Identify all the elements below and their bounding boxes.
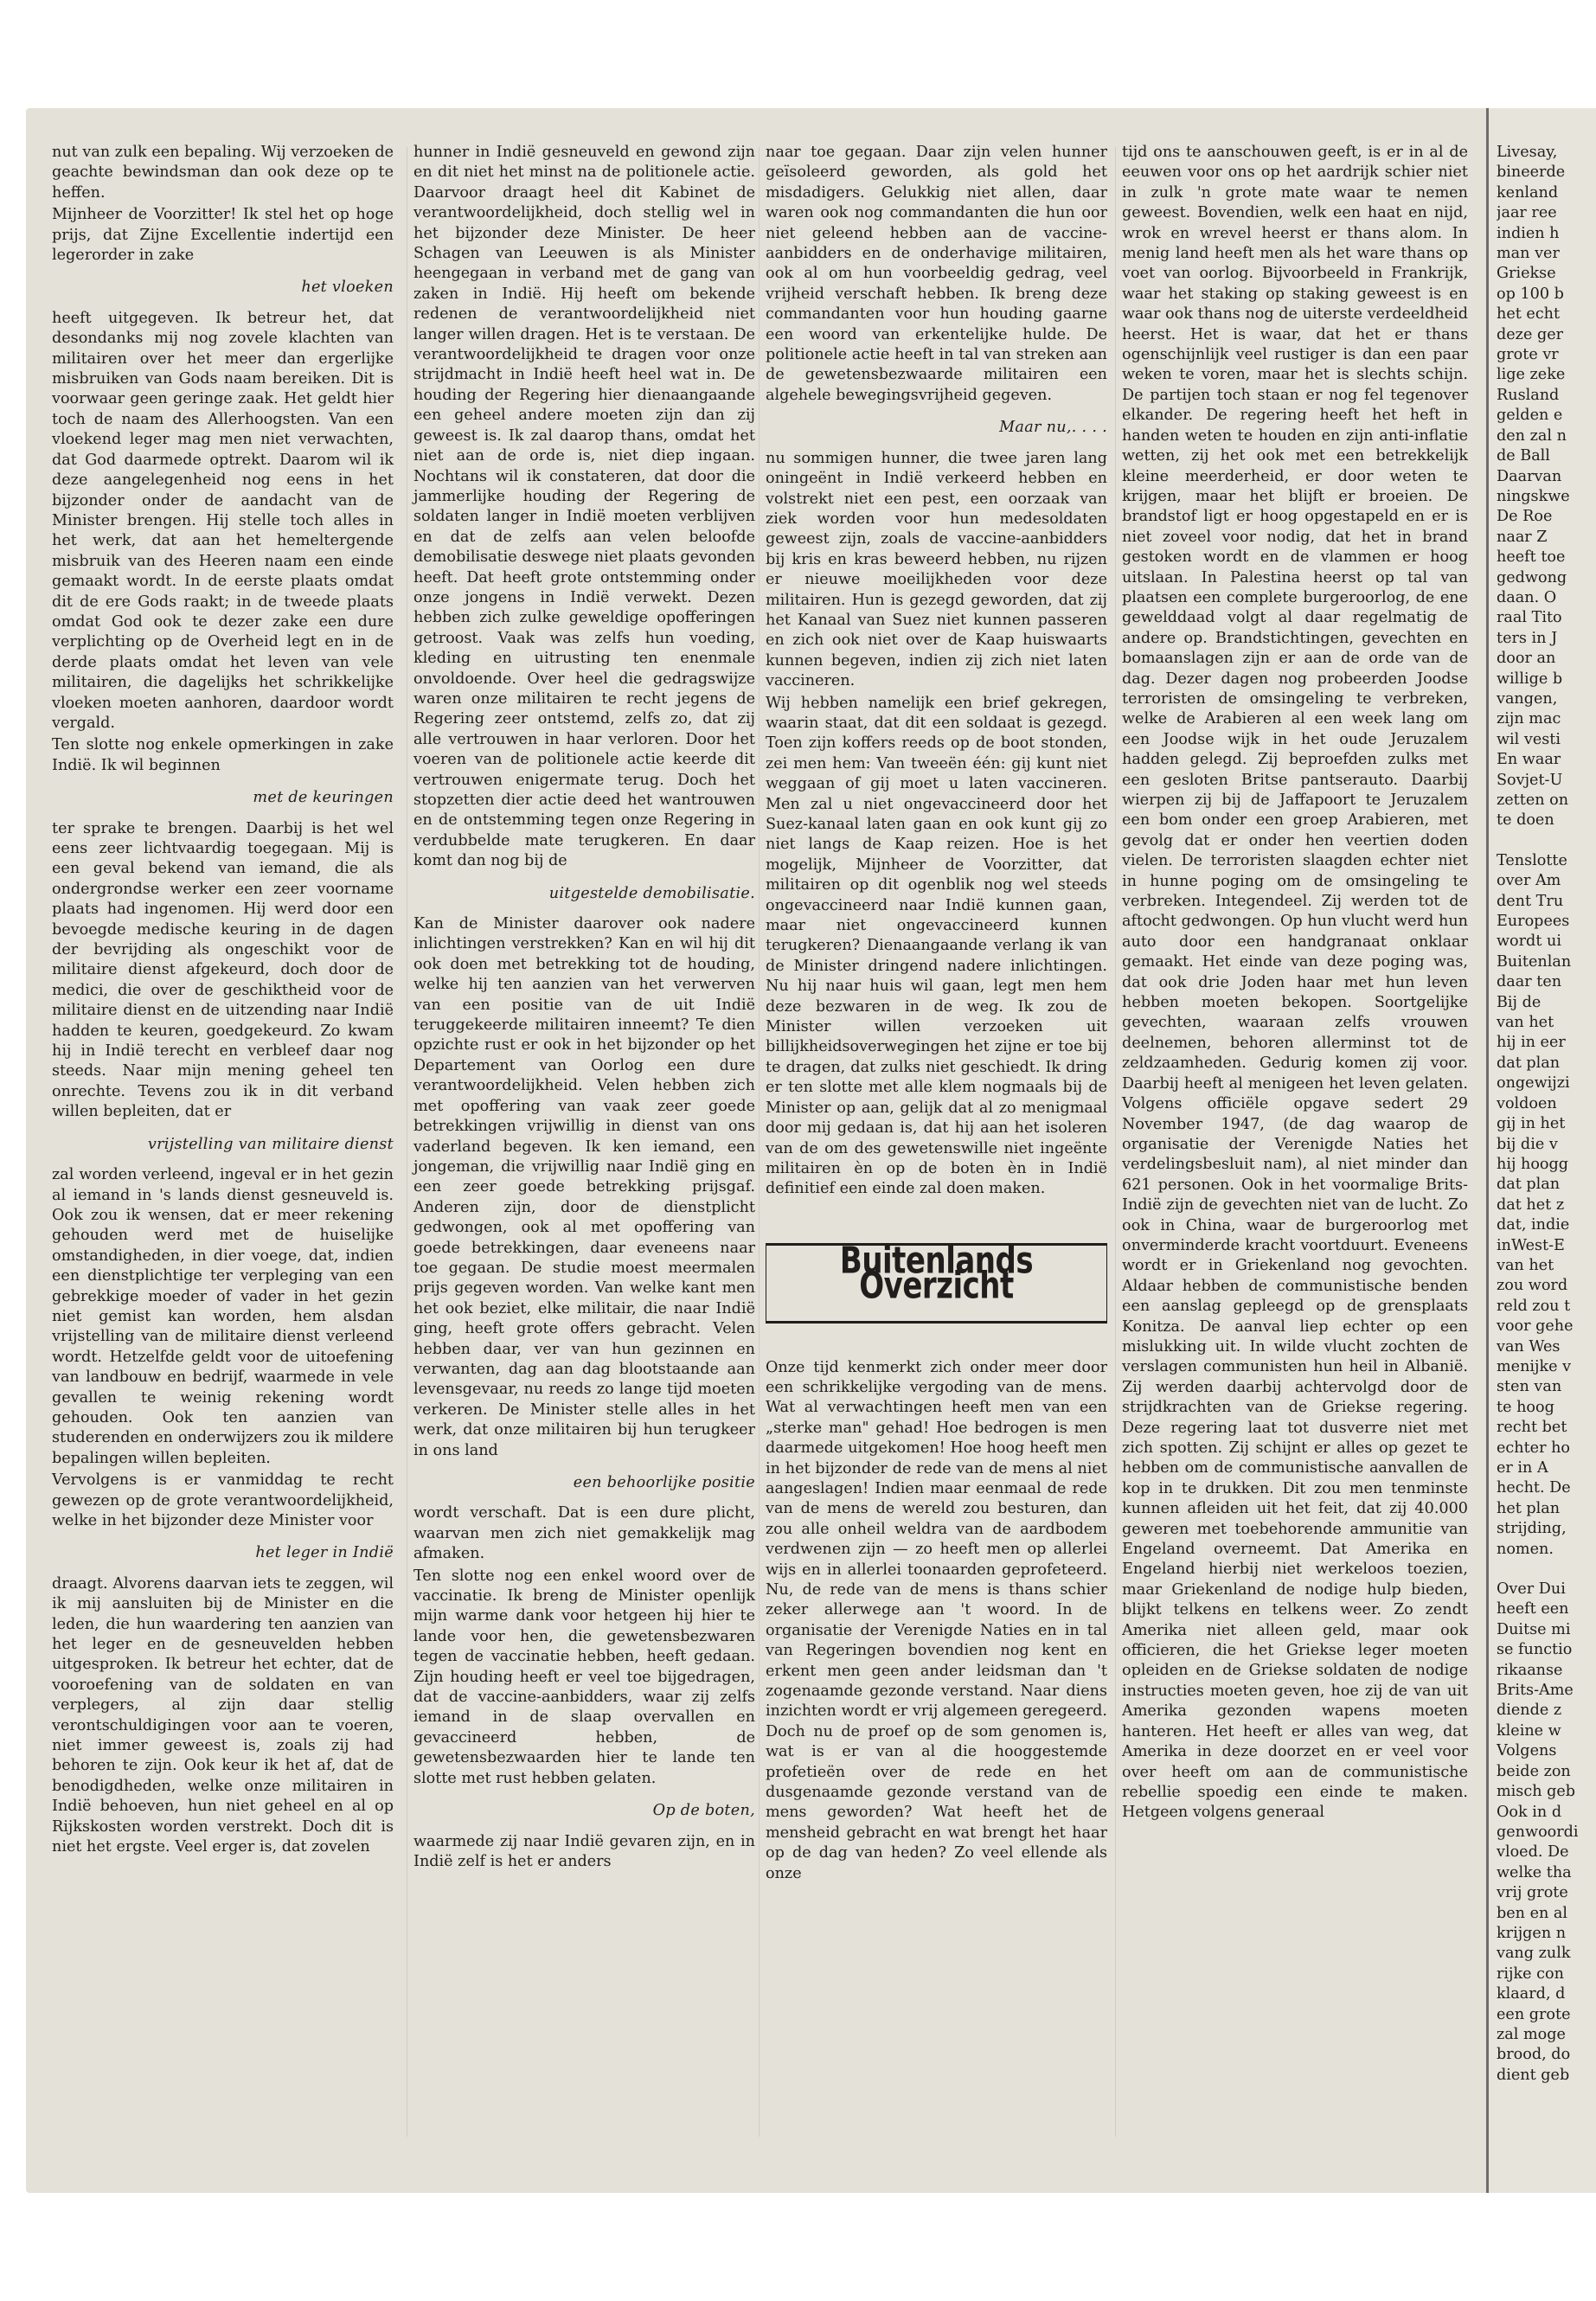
- fragment-line: dient geb: [1497, 2066, 1570, 2084]
- fragment-line: misch geb: [1497, 1783, 1576, 1801]
- fragment-line: vang zulk: [1497, 1945, 1571, 1963]
- fragment-line: klaard, d: [1497, 1985, 1566, 2003]
- fragment-line: dat plan: [1497, 1176, 1561, 1194]
- fragment-line: rikaanse: [1497, 1661, 1563, 1679]
- fragment-line: over Am: [1497, 872, 1561, 890]
- fragment-line: van het: [1497, 1256, 1554, 1274]
- fragment-line: heeft toe: [1497, 548, 1566, 567]
- fragment-line: genwoordi: [1497, 1823, 1579, 1841]
- paragraph: Mijnheer de Voorzitter! Ik stel het op hoge prijs, dat Zijne Excellentie indertijd een legerorder in zake: [52, 206, 394, 265]
- fragment-line: daar ten: [1497, 973, 1562, 991]
- fragment-line: ongewijzi: [1497, 1074, 1570, 1093]
- cut-off-column: [1497, 143, 1596, 2086]
- fragment-line: wil vesti: [1497, 730, 1561, 748]
- paragraph: naar toe gegaan. Daar zijn velen hunner geïsoleerd geworden, als gold het misdadigers. Gelukkig niet allen, daar waren ook nog commandanten die hun oor niet geleend hebben aan de vaccine-aanbidders en de onderhavige militairen, ook al om hun voorbeeldig gedrag, veel vrijheid verschaft hebben. Ik breng deze commandanten voor hun houding gaarne een woord van erkentelijke hulde. De politionele actie heeft in tal van streken aan de gewetensbezwaarde militairen een algehele bewegingsvrijheid gegeven.: [766, 144, 1107, 404]
- fragment-line: Bij de: [1497, 993, 1542, 1011]
- fragment-line: gij in het: [1497, 1115, 1566, 1133]
- subheading: vrijstelling van militaire dienst: [147, 1135, 394, 1153]
- fragment-line: echter ho: [1497, 1439, 1571, 1457]
- fragment-line: Over Dui: [1497, 1580, 1566, 1599]
- fragment-line: heeft een: [1497, 1600, 1569, 1618]
- fragment-line: menijke v: [1497, 1357, 1572, 1375]
- fragment-line: Buitenlan: [1497, 952, 1572, 971]
- fragment-block: [1497, 143, 1596, 831]
- column-rule: [1115, 147, 1116, 2137]
- fragment-line: bij die v: [1497, 1135, 1558, 1153]
- fragment-line: zetten on: [1497, 792, 1569, 809]
- fragment-line: gelden e: [1497, 407, 1563, 425]
- fragment-line: Livesay,: [1497, 144, 1558, 161]
- fragment-line: gedwong: [1497, 568, 1567, 586]
- fragment-line: indien h: [1497, 224, 1560, 242]
- paragraph: Ten slotte nog een enkel woord over de vaccinatie. Ik breng de Minister openlijk mijn warme dank voor hetgeen hij hier te lande voor hen, die gewetensbezwaren tegen de vaccinatie hebben, heeft gedaan. Zijn houding heeft er veel toe bijgedragen, dat de vaccine-aanbidders, waar zij zelfs iemand in de slaap overvallen en gevaccineerd hebben, de gewetensbezwaarden hier te lande ten slotte met rust hebben gelaten.: [413, 1567, 755, 1787]
- fragment-line: er in A: [1497, 1459, 1548, 1477]
- fragment-line: een grote: [1497, 2005, 1571, 2023]
- paragraph: wordt verschaft. Dat is een dure plicht, waarvan men zich niet gemakkelijk mag afmaken.: [413, 1504, 755, 1563]
- fragment-line: reld zou t: [1497, 1297, 1571, 1315]
- fragment-line: van het: [1497, 1014, 1554, 1032]
- paragraph: zal worden verleend, ingeval er in het gezin al iemand in 's lands dienst gesneuveld is. Ook zou ik wensen, dat er meer rekening gehouden werd met de huiselijke omstandigheden, in dier voege, dat, indien een dienstplichtige ter verpleging van een gebrekkige moeder of vader in het gezin niet gemist kan worden, hem alsdan vrijstelling van de militaire dienst verleend wordt. Hetzelfde geldt voor de uitoefening van landbouw en bedrijf, waarmede in vele gevallen te weinig rekening wordt gehouden. Ook ten aanzien van studerenden en onderwijzers zou ik mildere bepalingen willen bepleiten.: [52, 1166, 394, 1467]
- article-column-1: [52, 143, 394, 1860]
- fragment-line: den zal n: [1497, 426, 1567, 445]
- fragment-line: raal Tito: [1497, 609, 1562, 627]
- article-column-3: [766, 143, 1107, 1886]
- fragment-line: hij in eer: [1497, 1034, 1566, 1052]
- subheading: het vloeken: [301, 279, 394, 297]
- fragment-line: daan. O: [1497, 588, 1557, 606]
- fragment-line: Sovjet-U: [1497, 771, 1563, 789]
- fragment-line: se functio: [1497, 1641, 1573, 1659]
- fragment-line: de Ball: [1497, 447, 1550, 465]
- fragment-line: hecht. De: [1497, 1479, 1571, 1497]
- subheading: Op de boten,: [652, 1802, 755, 1820]
- paragraph: Ten slotte nog enkele opmerkingen in zake Indië. Ik wil beginnen: [52, 736, 394, 774]
- fragment-line: willige b: [1497, 670, 1563, 688]
- subheading: uitgestelde demobilisatie.: [548, 884, 755, 902]
- paragraph: Vervolgens is er vanmiddag te recht gewezen op de grote verantwoordelijkheid, welke in het bijzonder deze Minister voor: [52, 1471, 394, 1529]
- paragraph: nut van zulk een bepaling. Wij verzoeken de geachte bewindsman dan ook deze op te heffen.: [52, 144, 394, 202]
- fragment-line: lige zeke: [1497, 366, 1566, 384]
- fragment-line: beide zon: [1497, 1762, 1571, 1780]
- fragment-line: dent Tru: [1497, 892, 1564, 910]
- fragment-line: dat, indie: [1497, 1216, 1570, 1234]
- fragment-line: Brits-Ame: [1497, 1682, 1574, 1700]
- paragraph: waarmede zij naar Indië gevaren zijn, en in Indië zelf is het er anders: [413, 1832, 755, 1870]
- fragment-line: rijke con: [1497, 1965, 1564, 1983]
- fragment-line: dat het z: [1497, 1195, 1565, 1214]
- fragment-line: bineerde: [1497, 163, 1566, 182]
- fragment-line: Ook in d: [1497, 1803, 1562, 1821]
- fragment-line: op 100 b: [1497, 285, 1564, 303]
- fragment-line: ben en al: [1497, 1904, 1568, 1922]
- article-column-2: [413, 143, 755, 1874]
- fragment-block: [1497, 1580, 1596, 2086]
- fragment-line: grote vr: [1497, 346, 1559, 364]
- paragraph: hunner in Indië gesneuveld en gewond zijn en dit niet het minst na de politionele actie. Daarvoor draagt heel dit Kabinet de verantwoordelijkheid, doch stellig wel in het bijzonder deze Minister. De heer Schagen van Leeuwen is als Minister heengegaan in verband met de gang van zaken in Indië. Hij heeft om bekende redenen de verantwoordelijkheid niet langer willen dragen. Het is te verstaan. De verantwoordelijkheid te dragen voor onze strijdmacht in Indië heeft heel wat in. De houding der Regering hier dienaangaande een geheel andere moeten zijn dan zij geweest is. Ik zal daarop thans, omdat het niet aan de orde is, niet diep ingaan. Nochtans wil ik constateren, dat door die jammerlijke houding der Regering de soldaten langer in Indië moeten verblijven en dat de zelfs aan velen beloofde demobilisatie deswege niet plaats gevonden heeft. Dat heeft grote ontstemming onder onze jongens in Indië verwekt. Dezen hebben zich zulke geweldige opofferingen getroost. Vaak was zelfs hun voeding, kleding en uitrusting ten enenmale onvoldoende. Over heel die gedragswijze waren onze militairen te recht jegens de Regering zeer ontstemd, zelfs zo, dat zij alle vertrouwen in haar verloren. Door het voeren van de politionele actie keerde dit vertrouwen enigermate terug. Doch het stopzetten dier actie deed het wantrouwen en de ontstemming tegen onze Regering in verdubbelde mate terugkeren. En daar komt dan nog bij de: [413, 144, 755, 870]
- subheading: een behoorlijke positie: [573, 1474, 755, 1491]
- fragment-line: Duitse mi: [1497, 1620, 1571, 1638]
- fragment-line: vangen,: [1497, 689, 1558, 708]
- fragment-line: dat plan: [1497, 1054, 1561, 1072]
- fragment-line: voor gehe: [1497, 1317, 1574, 1336]
- fragment-line: vrij grote: [1497, 1884, 1568, 1902]
- subheading: het leger in Indië: [255, 1544, 394, 1562]
- paragraph: Kan de Minister daarover ook nadere inlichtingen verstrekken? Kan en wil hij dit ook doen met betrekking tot de houding, welke hij ten aanzien van het verwerven van een positie van de uit Indië teruggekeerde militairen inneemt? Te dien opzichte rust er ook in het bijzonder op het Departement van Oorlog een dure verantwoordelijkheid. Velen hebben zich met opoffering van vaak zeer goede betrekkingen vrijwillig in dienst van ons vaderland begeven. Ik ken iemand, een jongeman, die vrijwillig naar Indië ging en een zeer goede betrekking prijsgaf. Anderen zijn, door de dienstplicht gedwongen, ook al met opoffering van goede betrekkingen, daar eveneens naar toe gegaan. De studie moest meermalen prijs gegeven worden. Van welke kant men het ook beziet, elke militair, die naar Indië ging, heeft grote offers gebracht. Velen hebben daar, ver van hun gezinnen en verwanten, dag aan dag blootstaande aan levensgevaar, nu reeds zo lange tijd moeten verkeren. De Minister stelle alles in het werk, dat onze militairen bij hun terugkeer in ons land: [413, 915, 755, 1459]
- fragment-line: zijn mac: [1497, 710, 1561, 728]
- article-column-4: [1122, 143, 1468, 1825]
- fragment-line: hij hoogg: [1497, 1155, 1569, 1173]
- fragment-line: van Wes: [1497, 1337, 1561, 1356]
- fragment-line: De Roe: [1497, 508, 1553, 526]
- paragraph: Wij hebben namelijk een brief gekregen, waarin staat, dat dit een soldaat is gezegd. Toen zijn koffers reeds op de boot stonden, zei men hem: Van tweeën één: gij kunt niet weggaan of gij moet u laten vaccineren. Men zal u niet ongevaccineerd door het Suez-kanaal laten gaan en ook kunt gij zo niet langs de Kaap reizen. Hoe is het mogelijk, Mijnheer de Voorzitter, dat militairen op dit ogenblik nog wel steeds ongevaccineerd naar Indië kunnen gaan, maar niet ongevaccineerd kunnen terugkeren? Dienaangaande verlang ik van de Minister dringend nadere inlichtingen. Nu hij naar huis wil gaan, legt men hem deze bezwaren in de weg. Ik zou de Minister willen verzoeken uit billijkheidsoverwegingen het zijne er toe bij te dragen, dat zulks niet geschiedt. Ik dring er ten slotte met alle klem nogmaals bij de Minister op aan, gelijk dat al zo menigmaal door mij gedaan is, dat hij aan het isoleren van de om des gewetenswille niet ingeënte militairen èn op de boten èn in Indië definitief een einde zal doen maken.: [766, 694, 1107, 1198]
- fragment-line: En waar: [1497, 751, 1561, 769]
- subheading: met de keuringen: [253, 789, 394, 807]
- section-title: Buitenlands Overzicht: [839, 1239, 1034, 1308]
- fragment-line: nomen.: [1497, 1540, 1554, 1558]
- paragraph: heeft uitgegeven. Ik betreur het, dat desondanks mij nog zovele klachten van militairen over het meer dan ergerlijke misbruiken van Gods naam bereiken. Dit is voorwaar geen geringe zaak. Het geldt hier toch de naam des Allerhoogsten. Van een vloekend leger mag men niet verwachten, dat God daarmede optrekt. Daarom wil ik deze aangelegenheid nog eens in het bijzonder onder de aandacht van de Minister brengen. Hij stelle toch alles in het werk, dat aan het hemeltergende misbruik van des Heeren naam een einde gemaakt wordt. In de eerste plaats omdat dit de ere Gods raakt; in de tweede plaats omdat God ook te dezer zake een dure verplichting op de Overheid legt en in de derde plaats omdat het leven van vele militairen, die dagelijks het schrikkelijke vloeken moeten aanhoren, daardoor wordt vergald.: [52, 309, 394, 732]
- fragment-line: het echt: [1497, 305, 1561, 324]
- paragraph: tijd ons te aanschouwen geeft, is er in al de eeuwen voor ons op het aardrijk schier niet in zulk 'n grote mate waar te nemen geweest. Bovendien, welk een haat en nijd, wrok en wrevel heerst er thans alom. In menig land heeft men als het ware thans op voet van oorlog. Bijvoorbeeld in Frankrijk, waar het staking op staking geweest is en waar ook thans nog de uiterste verdeeldheid heerst. Het is waar, dat het er thans ogenschijnlijk veel rustiger is dan een paar weken te voren, maar het is slechts schijn. De partijen toch staan er nog fel tegenover elkander. De regering heeft het heft in handen weten te houden en zijn anti-inflatie wetten, zij het ook met een betrekkelijk kleine meerderheid, er door weten te krijgen, maar het blijft er broeien. De brandstof ligt er hoog opgestapeld en er is niet zoveel voor nodig, dat het in brand gestoken wordt en de vlammen er hoog uitslaan. In Palestina heerst op tal van plaatsen een complete burgeroorlog, de ene gewelddaad volgt al daar regelmatig de andere op. Brandstichtingen, gevechten en bomaanslagen zijn er aan de orde van de dag. Dezer dagen nog probeerden Joodse terroristen de omsingeling te verbreken, welke de Arabieren al een week lang om een Joodse wijk in het oude Jeruzalem hadden gelegd. Zij beproefden zulks met een gesloten Britse pantserauto. Daarbij wierpen zij bij de Jaffapoort te Jeruzalem een bom onder een groep Arabieren, met gevolg dat er onder hen veertien doden vielen. De terroristen slaagden echter niet in hunne poging om de omsingeling te verbreken. Integendeel. Zij werden tot de aftocht gedwongen. Op hun vlucht werd hun auto door een handgranaat onklaar gemaakt. Het einde van deze poging was, dat ook drie Joden haar met hun leven hebben moeten bekopen. Soortgelijke gevechten, waaraan zelfs vrouwen deelnemen, behoren allerminst tot de zeldzaamheden. Gedurig komen zij voor. Daarbij heeft al menigeen het leven gelaten. Volgens officiële opgave sedert 29 November 1947, (de dag waarop de organisatie der Verenigde Naties het verdelingsbesluit nam), al niet minder dan 621 personen. Ook in het voormalige Brits-Indië zijn de gevechten niet van de lucht. Zo ook in China, waar de burgeroorlog met onverminderde kracht voortduurt. Eveneens wordt er in Griekenland nog gevochten. Aldaar hebben de communistische benden een aanslag gepleegd op de grensplaats Konitza. De aanval liep echter op een mislukking uit. In wilde vlucht zochten de verslagen communisten hun heil in Albanië. Zij werden daarbij achtervolgd door de strijdkrachten van de Griekse regering. Deze regering laat tot dusverre niet met zich spotten. Zij schijnt er alles op gezet te hebben om de communistische aanvallen de kop in te drukken. Dit zou men tenminste kunnen afleiden uit het feit, dat zij 40.000 geweren met toebehorende ammunitie van Engeland overneemt. Dat Amerika en Engeland hierbij niet werkeloos toezien, maar Griekenland de nodige hulp bieden, blijkt telkens en telkens weer. Zo zendt Amerika niet alleen geld, maar ook officieren, die het Griekse leger moeten opleiden en de Griekse soldaten de nodige instructies moeten geven, hoe zij de van uit Amerika gezonden wapens moeten hanteren. Het heeft er alles van weg, dat Amerika in deze doorzet en er veel voor over heeft om aan de communistische rebellie spoedig een einde te maken. Hetgeen volgens generaal: [1122, 144, 1468, 1822]
- fragment-line: Rusland: [1497, 386, 1560, 404]
- fragment-line: welke tha: [1497, 1863, 1572, 1881]
- fragment-line: man ver: [1497, 245, 1560, 263]
- section-title-box: [766, 1239, 1107, 1324]
- fragment-block: [1497, 851, 1596, 1560]
- fragment-line: naar Z: [1497, 528, 1548, 546]
- paragraph: draagt. Alvorens daarvan iets te zeggen, wil ik mij aansluiten bij de Minister en die leden, die hun waardering ten aanzien van het leger en de gesneuvelden hebben uitgesproken. Ik betreur het echter, dat de vooroefening van de soldaten en van verplegers, al zijn daar stellig verontschuldigingen voor aan te voeren, niet immer geweest is, zoals zij had behoren te zijn. Ook keur ik het af, dat de benodigdheden, welke onze militairen in Indië behoeven, hun niet geheel en al op Rijkskosten worden verstrekt. Doch dit is niet het ergste. Veel erger is, dat zovelen: [52, 1574, 394, 1856]
- fragment-line: te hoog: [1497, 1398, 1554, 1416]
- fragment-line: deze ger: [1497, 325, 1564, 343]
- fragment-line: zal moge: [1497, 2025, 1566, 2043]
- fragment-line: Tenslotte: [1497, 851, 1567, 869]
- paragraph: nu sommigen hunner, die twee jaren lang oningeënt in Indië verkeerd hebben en volstrekt niet een pest, een oorzaak van ziek worden voor hun medesoldaten geweest zijn, zoals de vaccine-aanbidders bij kris en kras beweerd hebben, nu rijzen er nieuwe moeilijkheden voor deze militairen. Hun is gezegd geworden, dat zij het Kanaal van Suez niet kunnen passeren en zich ook niet over de Kaap huiswaarts kunnen begeven, indien zij zich niet laten vaccineren.: [766, 449, 1107, 690]
- fragment-line: te doen: [1497, 811, 1554, 830]
- fragment-line: vloed. De: [1497, 1843, 1569, 1862]
- fragment-line: door an: [1497, 650, 1556, 668]
- paragraph: Onze tijd kenmerkt zich onder meer door een schrikkelijke vergoding van de mens. Wat al verwachtingen heeft men van een „sterke man" gehad! Hoe bedrogen is men daarmede uitgekomen! Hoe hoog heeft men in het bijzonder de rede van de mens al niet aangeslagen! Indien maar eenmaal de rede van de mens de wereld zou besturen, dan zou alle onheil weldra van de aardbodem verdwenen zijn — zo heeft men op allerlei wijs en in allerlei toonaarden geprofeteerd. Nu, de rede van de mens is thans schier zeker allerwege aan 't woord. In de organisatie der Verenigde Naties en in tal van Regeringen bovendien nog kent en erkent men geen ander leidsman dan 't zogenaamde gezonde verstand. Naar diens inzichten wordt er vrij algemeen geregeerd. Doch nu de proef op de som genomen is, wat is er van al die hooggestemde profetieën over de rede en het dusgenaamde gezonde verstand van de mens geworden? Wat heeft het de mensheid gebracht en wat brengt het haar op de dag van heden? Zo veel ellende als onze: [766, 1358, 1107, 1882]
- fragment-line: Griekse: [1497, 265, 1556, 283]
- fragment-line: Europees: [1497, 913, 1570, 931]
- fragment-line: recht bet: [1497, 1419, 1567, 1437]
- subheading: Maar nu,. . . .: [999, 419, 1107, 437]
- fragment-line: jaar ree: [1497, 204, 1557, 222]
- fragment-line: inWest-E: [1497, 1236, 1565, 1254]
- fragment-line: Volgens: [1497, 1742, 1557, 1760]
- fragment-line: voldoen: [1497, 1094, 1557, 1112]
- fragment-line: Daarvan: [1497, 467, 1562, 485]
- paragraph: ter sprake te brengen. Daarbij is het wel eens zeer lichtvaardig toegegaan. Mij is een geval bekend van iemand, die als ondergrondse werker een zeer voorname plaats had ingenomen. Hij werd door een bevoegde medische keuring in de dagen der bevrijding als ongeschikt voor de militaire dienst afgekeurd, doch door de medici, die over de geschiktheid voor de militaire dienst en de uitzending naar Indië hadden te keuren, goedgekeurd. Zo kwam hij in Indië terecht en verbleef daar nog steeds. Naar mijn mening geheel ten onrechte. Tevens zou ik in dit verband willen bepleiten, dat er: [52, 819, 394, 1121]
- fragment-line: diende z: [1497, 1702, 1562, 1720]
- fragment-line: brood, do: [1497, 2046, 1571, 2064]
- fragment-line: ningskwe: [1497, 487, 1570, 505]
- fragment-line: sten van: [1497, 1378, 1562, 1396]
- fragment-line: zou word: [1497, 1277, 1568, 1295]
- fragment-line: het plan: [1497, 1499, 1561, 1517]
- column-rule: [759, 147, 760, 2137]
- fragment-line: krijgen n: [1497, 1924, 1567, 1942]
- fragment-line: wordt ui: [1497, 933, 1561, 951]
- fragment-line: ters in J: [1497, 629, 1558, 647]
- fragment-line: strijding,: [1497, 1520, 1567, 1538]
- fragment-line: kleine w: [1497, 1721, 1561, 1740]
- fragment-line: kenland: [1497, 183, 1559, 202]
